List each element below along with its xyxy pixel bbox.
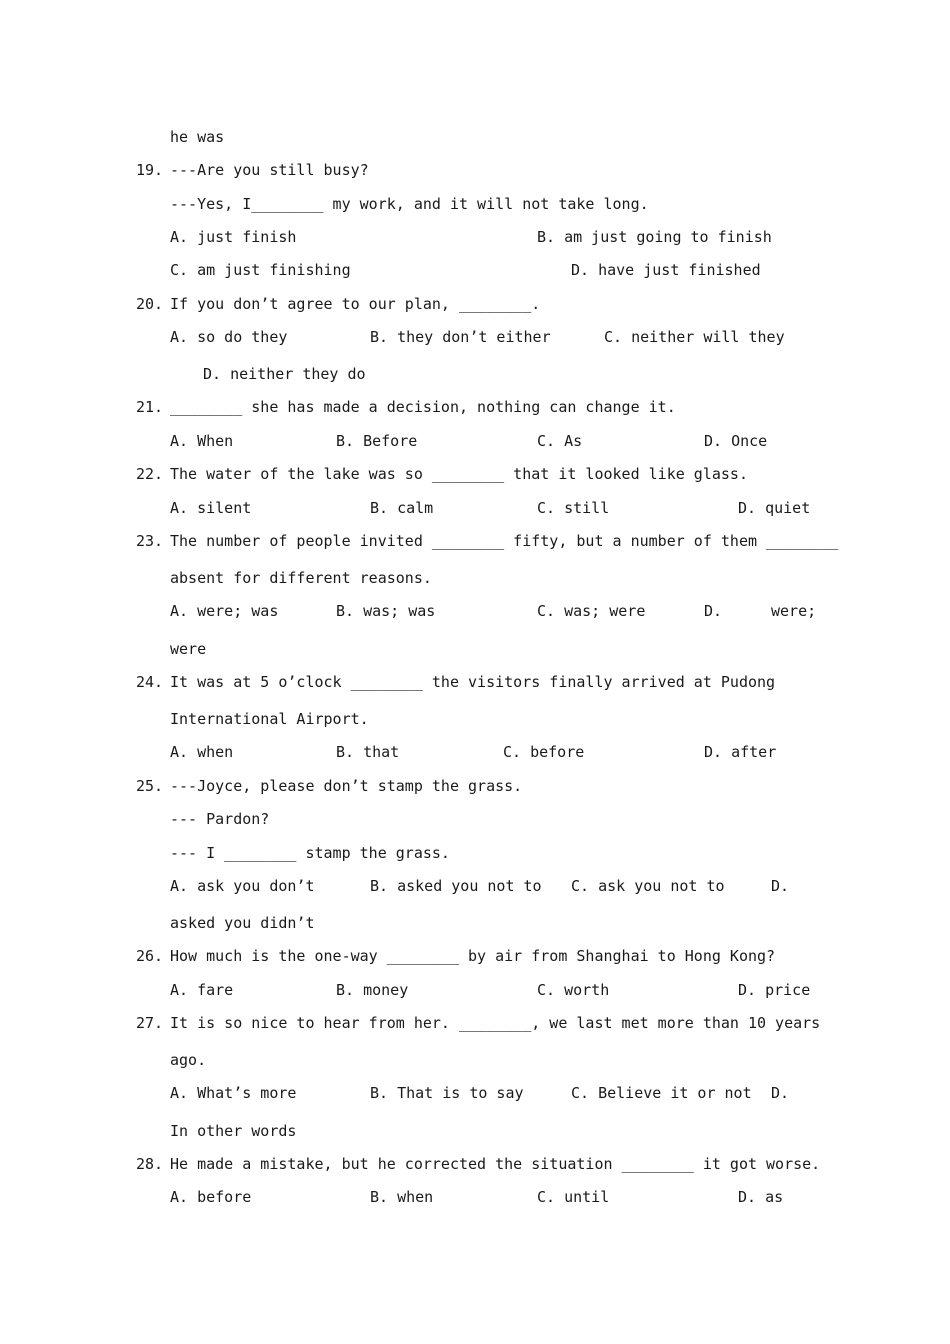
line-text: C. As: [537, 432, 583, 450]
line-text: C. before: [503, 743, 585, 761]
text-line: [0, 158, 950, 182]
line-text: C. still: [537, 499, 610, 517]
line-text: The number of people invited ________ fifty, but a number of them ________: [170, 532, 839, 550]
line-text: B. That is to say: [370, 1084, 524, 1102]
question-number: 19.: [136, 161, 164, 179]
text-line: [0, 192, 950, 216]
line-text: D. have just finished: [571, 261, 761, 279]
line-text: A. fare: [170, 981, 234, 999]
line-text: --- Pardon?: [170, 810, 270, 828]
line-text: A. silent: [170, 499, 252, 517]
line-text: A. before: [170, 1188, 252, 1206]
line-text: ago.: [170, 1051, 207, 1069]
text-line: [0, 429, 950, 453]
line-text: D. neither they do: [203, 365, 366, 383]
line-text: He made a mistake, but he corrected the situation ________ it got worse.: [170, 1155, 821, 1173]
line-text: A. were; was: [170, 602, 279, 620]
line-text: D. quiet: [738, 499, 811, 517]
line-text: he was: [170, 128, 225, 146]
line-text: If you don’t agree to our plan, ________.: [170, 295, 541, 313]
line-text: B. when: [370, 1188, 434, 1206]
line-text: A. just finish: [170, 228, 297, 246]
question-number: 26.: [136, 947, 164, 965]
line-text: C. worth: [537, 981, 610, 999]
line-text: How much is the one-way ________ by air from Shanghai to Hong Kong?: [170, 947, 776, 965]
line-text: asked you didn’t: [170, 914, 315, 932]
text-line: [0, 1185, 950, 1209]
line-text: B. asked you not to: [370, 877, 542, 895]
line-text: ---Joyce, please don’t stamp the grass.: [170, 777, 523, 795]
text-line: [0, 292, 950, 316]
text-line: [0, 362, 950, 386]
text-line: [0, 258, 950, 282]
text-line: [0, 1081, 950, 1105]
line-text: International Airport.: [170, 710, 369, 728]
text-line: [0, 807, 950, 831]
text-line: [0, 911, 950, 935]
line-text: absent for different reasons.: [170, 569, 432, 587]
text-line: [0, 1119, 950, 1143]
question-number: 27.: [136, 1014, 164, 1032]
line-text: D. Once: [704, 432, 768, 450]
question-number: 21.: [136, 398, 164, 416]
text-line: [0, 325, 950, 349]
text-line: [0, 1152, 950, 1176]
text-line: [0, 496, 950, 520]
line-text: C. neither will they: [604, 328, 785, 346]
line-text: In other words: [170, 1122, 297, 1140]
text-line: [0, 740, 950, 764]
line-text: D. price: [738, 981, 811, 999]
text-line: [0, 566, 950, 590]
text-line: [0, 1048, 950, 1072]
text-line: [0, 670, 950, 694]
text-line: [0, 125, 950, 149]
line-text: B. money: [336, 981, 409, 999]
line-text: A. ask you don’t: [170, 877, 315, 895]
line-text: ---Yes, I________ my work, and it will not take long.: [170, 195, 649, 213]
line-text: ________ she has made a decision, nothing can change it.: [170, 398, 676, 416]
text-line: [0, 637, 950, 661]
text-line: [0, 529, 950, 553]
line-text: D.: [704, 602, 723, 620]
line-text: D.: [771, 877, 790, 895]
line-text: A. so do they: [170, 328, 288, 346]
line-text: were: [170, 640, 207, 658]
line-text: D.: [771, 1084, 790, 1102]
text-line: [0, 774, 950, 798]
line-text: A. What’s more: [170, 1084, 297, 1102]
line-text: B. Before: [336, 432, 418, 450]
question-number: 24.: [136, 673, 164, 691]
text-line: [0, 978, 950, 1002]
line-text: ---Are you still busy?: [170, 161, 369, 179]
line-text: B. am just going to finish: [537, 228, 772, 246]
question-number: 20.: [136, 295, 164, 313]
line-text: C. was; were: [537, 602, 646, 620]
line-text: C. until: [537, 1188, 610, 1206]
line-text: It is so nice to hear from her. ________, we last met more than 10 years: [170, 1014, 821, 1032]
line-text: B. calm: [370, 499, 434, 517]
line-text: B. they don’t either: [370, 328, 551, 346]
line-text: --- I ________ stamp the grass.: [170, 844, 450, 862]
line-text: A. when: [170, 743, 234, 761]
text-line: [0, 225, 950, 249]
text-line: [0, 599, 950, 623]
line-text: C. ask you not to: [571, 877, 725, 895]
text-line: [0, 944, 950, 968]
text-line: [0, 395, 950, 419]
line-text: It was at 5 o’clock ________ the visitors finally arrived at Pudong: [170, 673, 776, 691]
text-line: [0, 874, 950, 898]
line-text: D. after: [704, 743, 777, 761]
line-text: C. Believe it or not: [571, 1084, 752, 1102]
question-number: 25.: [136, 777, 164, 795]
question-number: 28.: [136, 1155, 164, 1173]
question-number: 23.: [136, 532, 164, 550]
line-text: B. was; was: [336, 602, 436, 620]
text-line: [0, 707, 950, 731]
text-line: [0, 1011, 950, 1035]
question-number: 22.: [136, 465, 164, 483]
text-line: [0, 841, 950, 865]
line-text: D. as: [738, 1188, 784, 1206]
line-text: were;: [771, 602, 817, 620]
line-text: The water of the lake was so ________ that it looked like glass.: [170, 465, 748, 483]
text-line: [0, 462, 950, 486]
line-text: C. am just finishing: [170, 261, 351, 279]
line-text: B. that: [336, 743, 400, 761]
line-text: A. When: [170, 432, 234, 450]
